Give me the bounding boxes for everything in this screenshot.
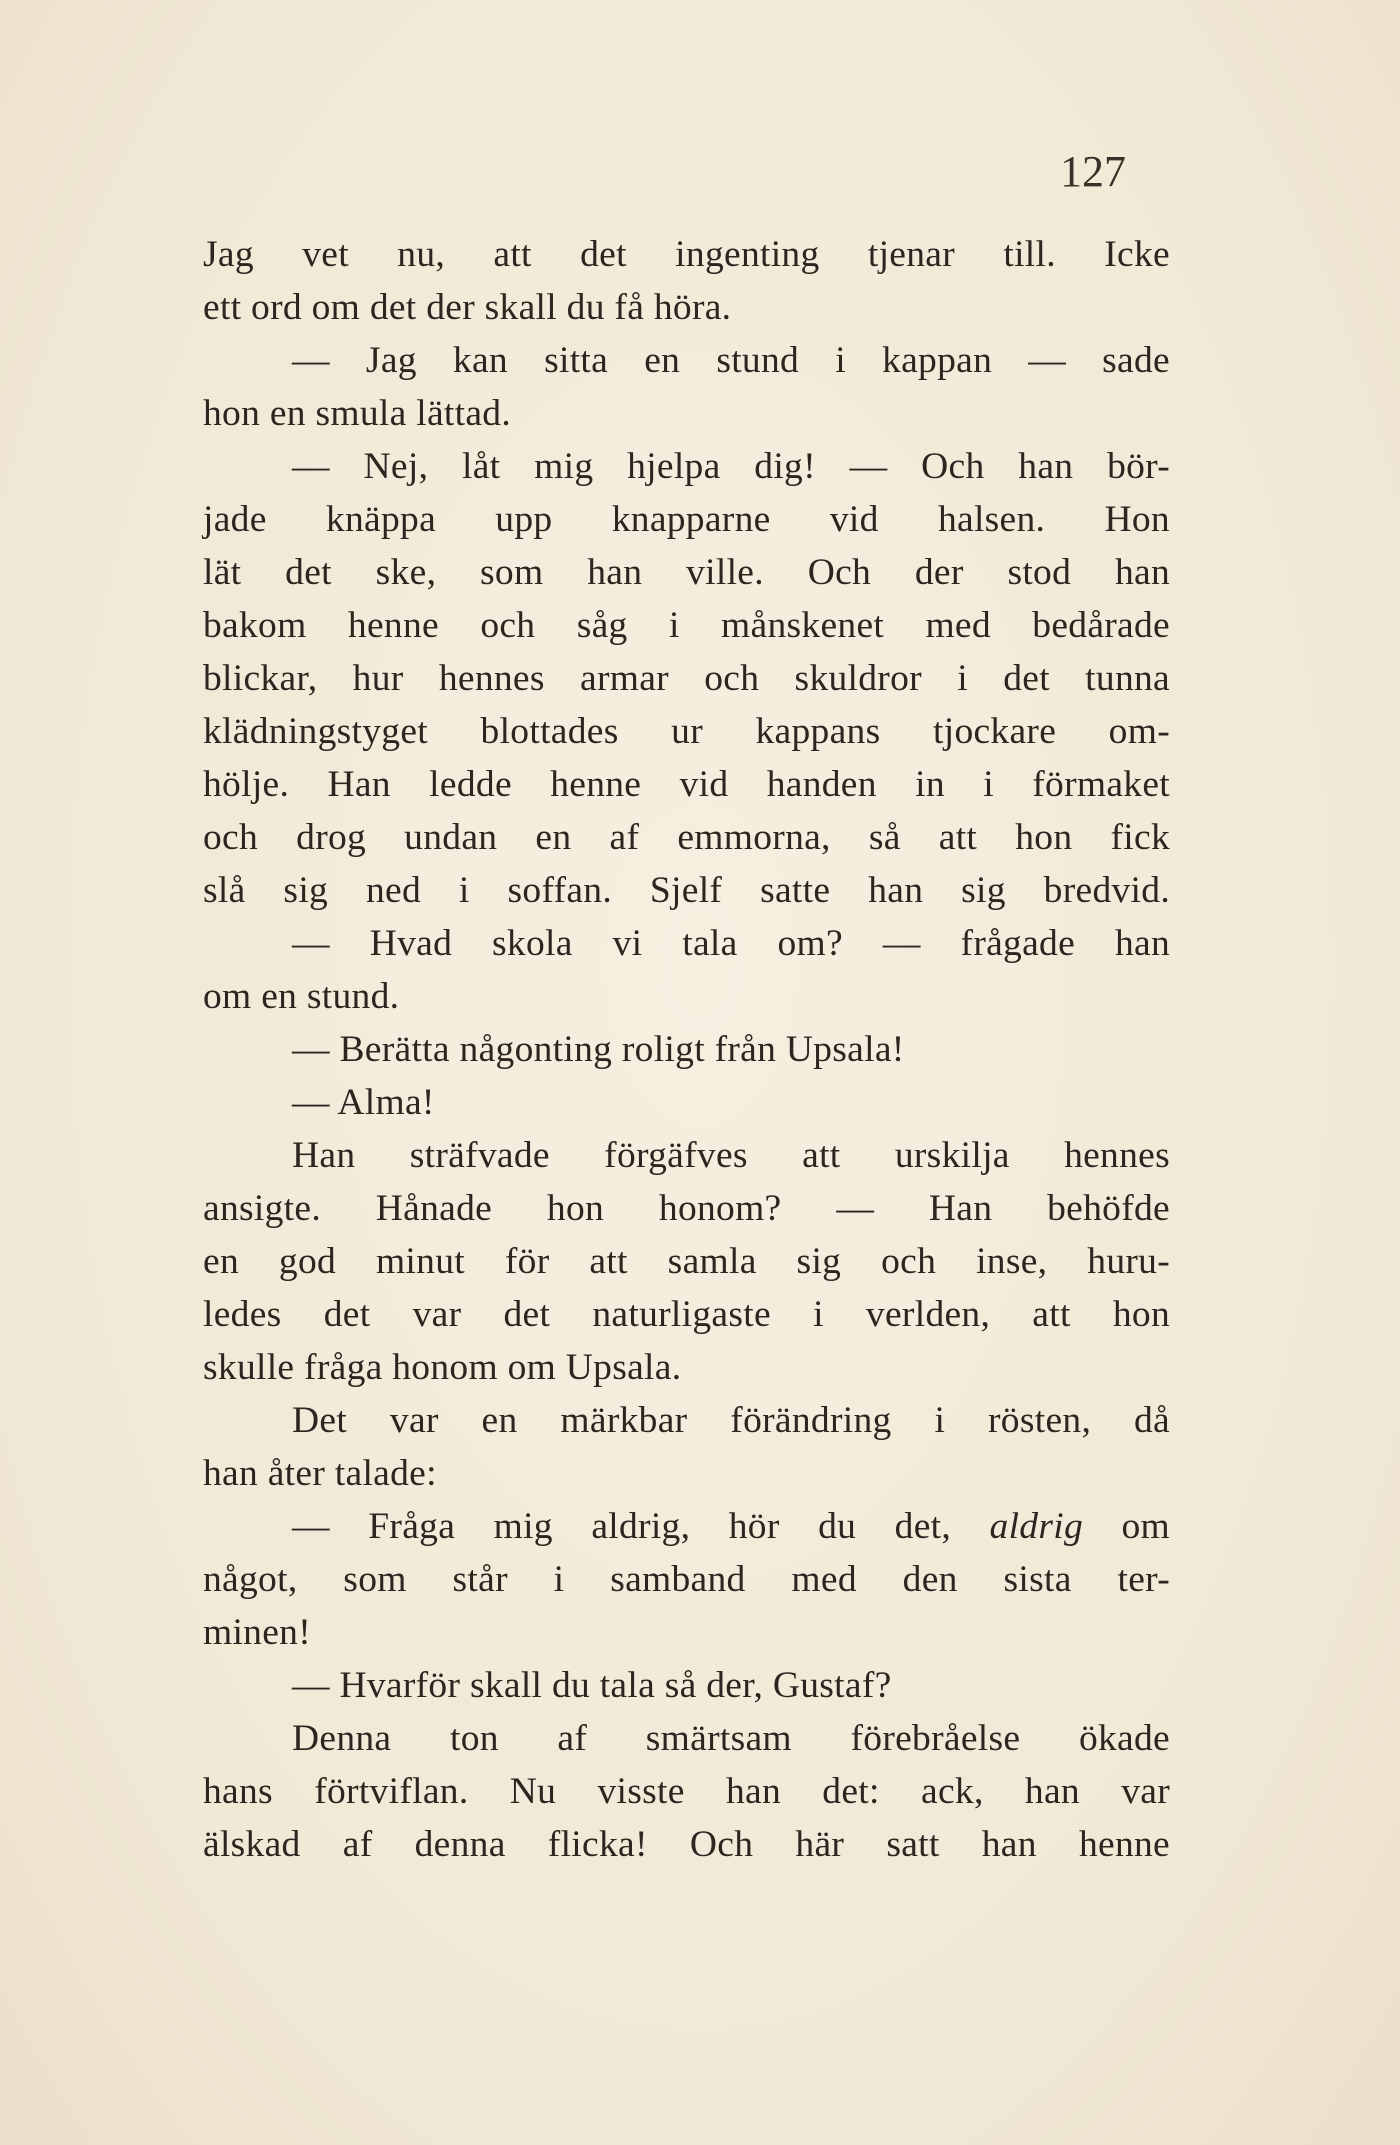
text-line-15: om en stund. [203, 976, 400, 1017]
text-line-25 [203, 1500, 1170, 1553]
text-line-24: han åter talade: [203, 1453, 437, 1494]
text-line-30: hans förtviflan. Nu visste han det: ack, han var [203, 1771, 1170, 1812]
text-line-8: bakom henne och såg i månskenet med bedårade [203, 605, 1170, 646]
text-line-9: blickar, hur hennes armar och skuldror i det tunna [203, 658, 1170, 699]
text-line-1: Jag vet nu, att det ingenting tjenar till. Icke [203, 234, 1170, 275]
text-line-13: slå sig ned i soffan. Sjelf satte han sig bredvid. [203, 870, 1170, 911]
text-line-12: och drog undan en af emmorna, så att hon fick [203, 817, 1170, 858]
text-line-7: lät det ske, som han ville. Och der stod han [203, 552, 1170, 593]
text-line-3: — Jag kan sitta en stund i kappan — sade [292, 340, 1170, 381]
text-line-5: — Nej, låt mig hjelpa dig! — Och han bör- [292, 446, 1170, 487]
text-line-25-before: — Fråga mig aldrig, hör du det, [292, 1506, 990, 1547]
italic-emphasis: aldrig [989, 1506, 1083, 1547]
text-line-29: Denna ton af smärtsam förebråelse ökade [292, 1718, 1170, 1759]
page-number: 127 [1060, 147, 1126, 196]
text-line-10: klädningstyget blottades ur kappans tjockare om- [203, 711, 1170, 752]
text-line-4: hon en smula lättad. [203, 393, 512, 434]
text-line-20: en god minut för att samla sig och inse, huru- [203, 1241, 1170, 1282]
body-text [203, 228, 1170, 1871]
text-line-27: minen! [203, 1612, 312, 1653]
text-line-23: Det var en märkbar förändring i rösten, då [292, 1400, 1170, 1441]
text-line-31: älskad af denna flicka! Och här satt han henne [203, 1824, 1170, 1865]
text-line-26: något, som står i samband med den sista ter- [203, 1559, 1170, 1600]
text-line-16: — Berätta någonting roligt från Upsala! [292, 1029, 905, 1070]
text-line-2: ett ord om det der skall du få höra. [203, 287, 732, 328]
text-line-6: jade knäppa upp knapparne vid halsen. Hon [203, 499, 1170, 540]
text-line-25-after: om [1083, 1506, 1170, 1547]
text-line-19: ansigte. Hånade hon honom? — Han behöfde [203, 1188, 1170, 1229]
text-line-28: — Hvarför skall du tala så der, Gustaf? [292, 1665, 892, 1706]
text-line-18: Han sträfvade förgäfves att urskilja hennes [292, 1135, 1170, 1176]
text-line-14: — Hvad skola vi tala om? — frågade han [292, 923, 1170, 964]
text-line-17: — Alma! [292, 1082, 435, 1123]
text-line-21: ledes det var det naturligaste i verlden, att hon [203, 1294, 1170, 1335]
text-line-22: skulle fråga honom om Upsala. [203, 1347, 682, 1388]
text-line-11: hölje. Han ledde henne vid handen in i förmaket [203, 764, 1170, 805]
